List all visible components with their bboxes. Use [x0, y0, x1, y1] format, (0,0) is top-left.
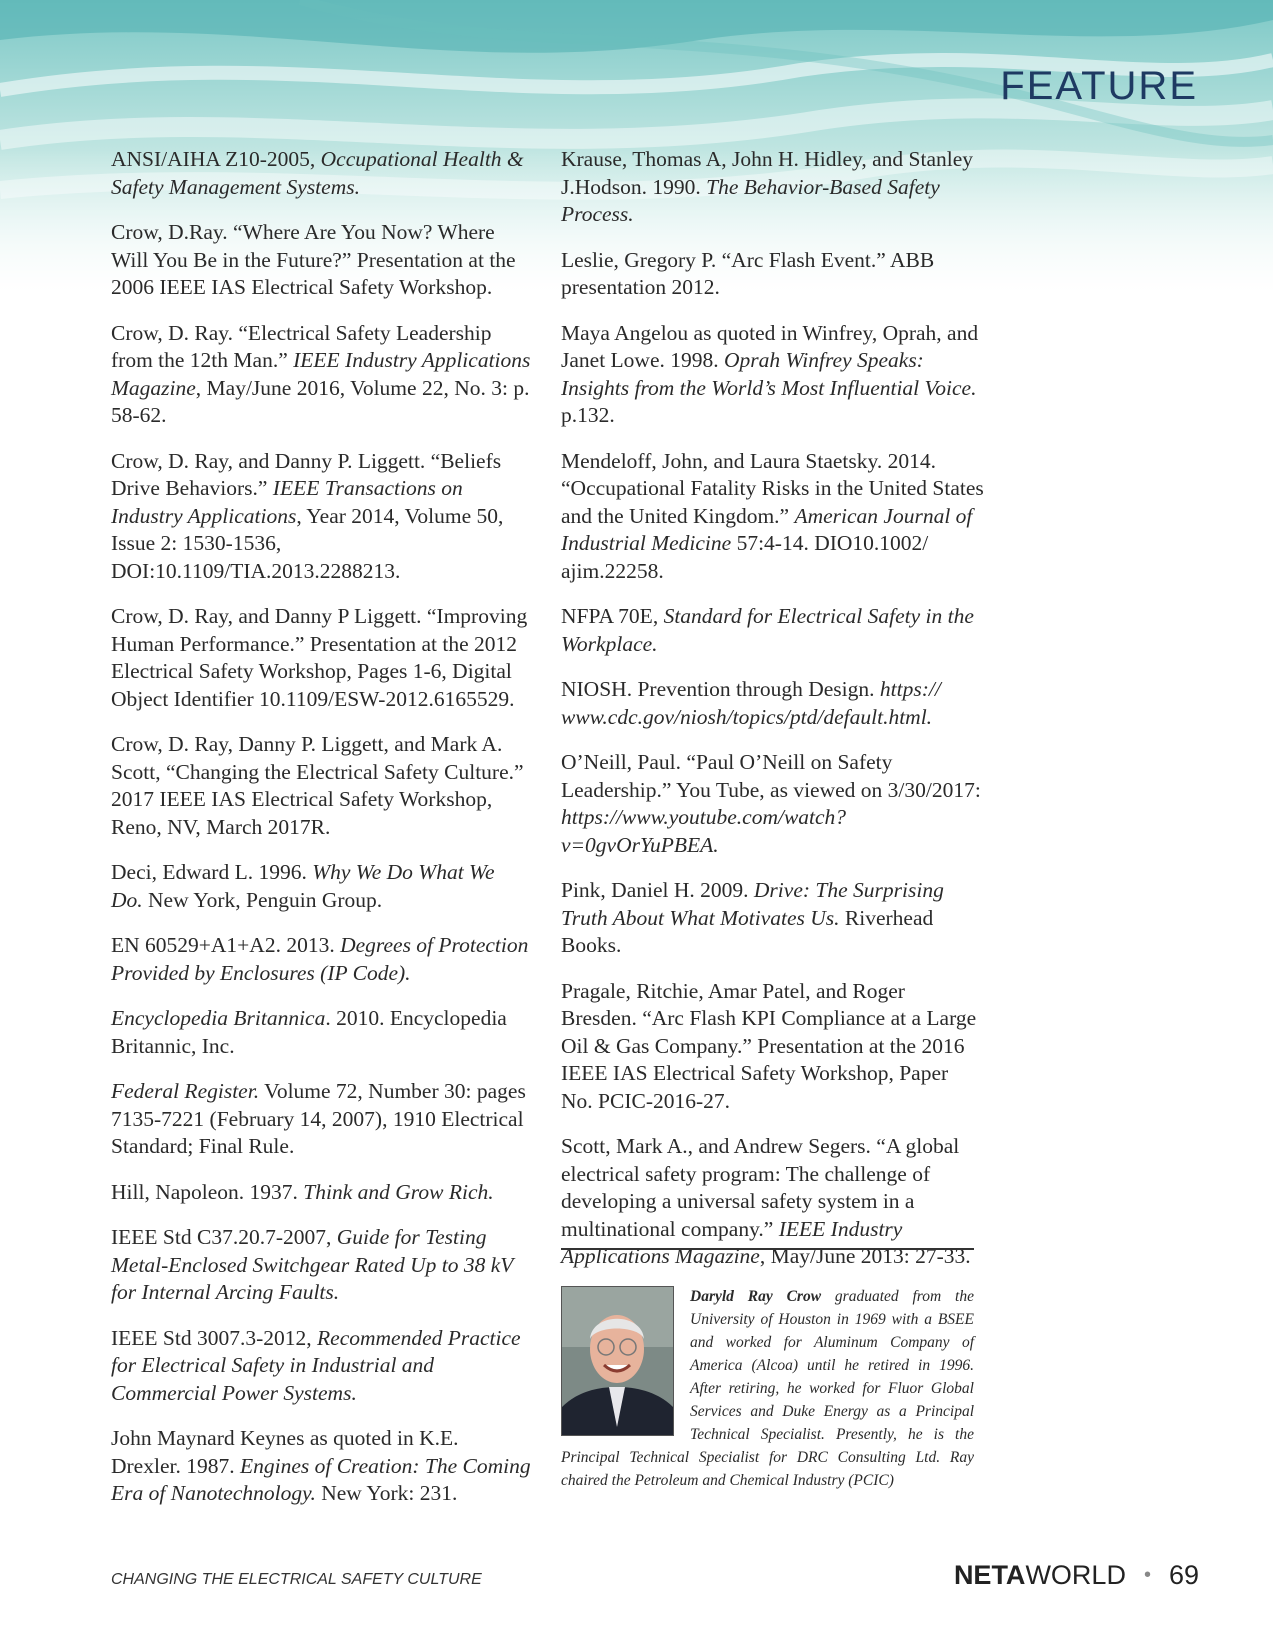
reference-entry	[111, 932, 531, 987]
references-left-column	[111, 146, 531, 1526]
reference-text: John Maynard Keynes as quoted in K.E. Drexler. 1987.	[111, 1426, 459, 1478]
reference-text: Crow, D. Ray. “Electrical Safety Leadership from the 12th Man.”	[111, 320, 492, 372]
reference-text: Crow, D. Ray, Danny P. Liggett, and Mark A. Scott, “Changing the Electrical Safety Culture.” 2017 IEEE IAS Electrical Safety Workshop, Reno, NV, March 2017R.	[111, 732, 524, 839]
reference-italic: IEEE Industry Applications Magazine	[111, 348, 531, 400]
reference-entry	[561, 749, 985, 859]
reference-text: Scott, Mark A., and Andrew Segers. “A global electrical safety program: The challenge of developing a universal safety system in a multinational company.”	[561, 1134, 960, 1241]
footer-brand	[954, 1560, 1199, 1591]
author-name: Daryld Ray Crow	[690, 1288, 822, 1305]
reference-text: Riverhead Books.	[561, 905, 934, 957]
reference-entry	[111, 859, 531, 914]
reference-text: , Year 2014, Volume 50, Issue 2: 1530-1536, DOI:10.1109/TIA.2013.2288213.	[111, 503, 504, 583]
reference-entry	[111, 603, 531, 713]
reference-text: Hill, Napoleon. 1937.	[111, 1179, 304, 1204]
reference-italic: Recommended Practice for Electrical Safety in Industrial and Commercial Power Systems.	[111, 1325, 521, 1405]
author-bio-text: graduated from the University of Houston in 1969 with a BSEE and worked for Aluminum Company of America (Alcoa) until he retired in 1996. After retiring, he worked for Fluor Global Services and Duke Energy as a Principal Technical Specialist. Presently, he is the Principal Technical Specialist for DRC Consulting Ltd. Ray chaired the Petroleum and Chemical Industry (PCIC)	[561, 1288, 974, 1489]
reference-entry	[111, 219, 531, 302]
reference-italic: Occupational Health & Safety Management Systems.	[111, 147, 524, 199]
page-number: 69	[1168, 1560, 1199, 1590]
reference-text: New York, Penguin Group.	[142, 887, 383, 912]
section-label: FEATURE	[1000, 64, 1198, 108]
reference-italic: Encyclopedia Britannica	[111, 1006, 326, 1030]
reference-text: Deci, Edward L. 1996.	[111, 860, 313, 884]
reference-entry	[111, 1425, 531, 1508]
reference-entry	[111, 1224, 531, 1307]
reference-italic: Degrees of Protection Provided by Enclosures (IP Code).	[111, 933, 529, 985]
reference-italic: The Behavior-Based Safety Process.	[561, 174, 940, 226]
reference-italic: Drive: The Surprising Truth About What Motivates Us.	[561, 878, 944, 930]
reference-text: Crow, D.Ray. “Where Are You Now? Where Will You Be in the Future?” Presentation at the 2006 IEEE IAS Electrical Safety Workshop.	[111, 220, 516, 299]
reference-entry	[561, 320, 985, 430]
reference-entry	[111, 731, 531, 841]
reference-entry	[561, 676, 985, 731]
reference-entry	[561, 448, 985, 586]
reference-text: p.132.	[561, 403, 615, 427]
reference-text: EN 60529+A1+A2. 2013.	[111, 933, 341, 957]
reference-italic: IEEE Transactions on Industry Applications	[111, 476, 463, 528]
reference-entry	[561, 603, 985, 658]
reference-italic: Oprah Winfrey Speaks: Insights from the World’s Most Influential Voice.	[561, 348, 977, 400]
reference-text: 57:4-14. DIO10.1002/ ajim.22258.	[561, 531, 929, 583]
reference-entry	[561, 146, 985, 229]
reference-text: Pragale, Ritchie, Amar Patel, and Roger Bresden. “Arc Flash KPI Compliance at a Large Oil & Gas Company.” Presentation at the 2016 IEEE IAS Electrical Safety Workshop, Paper No. PCIC-2016-27.	[561, 978, 977, 1113]
brand-neta: NETA	[953, 1560, 1026, 1590]
reference-text: ANSI/AIHA Z10-2005,	[111, 147, 321, 171]
reference-italic: https:// www.cdc.gov/niosh/topics/ptd/default.html.	[561, 677, 941, 729]
reference-text: . 2010. Encyclopedia Britannic, Inc.	[111, 1006, 507, 1058]
reference-text: Maya Angelou as quoted in Winfrey, Oprah, and Janet Lowe. 1998.	[561, 320, 979, 372]
reference-text: Crow, D. Ray, and Danny P Liggett. “Improving Human Performance.” Presentation at the 2012 Electrical Safety Workshop, Pages 1-6, Digital Object Identifier 10.1109/ESW-2012.6165529.	[111, 604, 528, 711]
reference-entry	[111, 448, 531, 586]
reference-text: , May/June 2013: 27-33.	[759, 1244, 971, 1268]
reference-entry	[111, 1325, 531, 1408]
bullet-separator: •	[1143, 1564, 1151, 1586]
reference-italic: Guide for Testing Metal-Enclosed Switchgear Rated Up to 38 kV for Internal Arcing Faults.	[111, 1225, 514, 1304]
reference-text: Krause, Thomas A, John H. Hidley, and Stanley J.Hodson. 1990.	[561, 147, 974, 199]
reference-italic: IEEE Industry Applications Magazine	[561, 1216, 903, 1268]
reference-entry	[111, 320, 531, 430]
reference-italic: Why We Do What We Do.	[111, 860, 495, 912]
reference-text: NFPA 70E,	[561, 604, 664, 628]
reference-italic: Standard for Electrical Safety in the Workplace.	[561, 604, 974, 656]
reference-italic: Federal Register.	[111, 1079, 260, 1103]
footer-article-title: CHANGING THE ELECTRICAL SAFETY CULTURE	[111, 1571, 482, 1588]
author-bio	[561, 1285, 974, 1492]
bio-divider	[561, 1248, 974, 1250]
reference-entry	[111, 146, 531, 201]
reference-text: NIOSH. Prevention through Design.	[561, 677, 880, 701]
reference-text: Leslie, Gregory P. “Arc Flash Event.” ABB presentation 2012.	[561, 247, 935, 299]
reference-text: IEEE Std 3007.3-2012,	[111, 1325, 318, 1350]
reference-entry	[561, 978, 985, 1116]
reference-italic: American Journal of Industrial Medicine	[561, 503, 973, 555]
reference-italic: Engines of Creation: The Coming Era of Nanotechnology.	[111, 1453, 531, 1505]
reference-text: Volume 72, Number 30: pages 7135-7221 (February 14, 2007), 1910 Electrical Standard; Final Rule.	[111, 1079, 526, 1158]
reference-italic: Think and Grow Rich.	[303, 1179, 494, 1204]
references-right-column	[561, 146, 985, 1289]
reference-text: Crow, D. Ray, and Danny P. Liggett. “Beliefs Drive Behaviors.”	[111, 448, 502, 500]
brand-world: WORLD	[1025, 1560, 1126, 1590]
reference-italic: https://www.youtube.com/watch?v=0gvOrYuPBEA.	[561, 805, 847, 857]
reference-text: O’Neill, Paul. “Paul O’Neill on Safety Leadership.” You Tube, as viewed on 3/30/2017:	[561, 750, 981, 802]
reference-entry	[561, 247, 985, 302]
reference-text: Pink, Daniel H. 2009.	[561, 878, 754, 902]
reference-entry	[111, 1078, 531, 1161]
reference-text: New York: 231.	[315, 1481, 458, 1505]
reference-text: , May/June 2016, Volume 22, No. 3: p. 58-62.	[111, 375, 530, 427]
reference-entry	[111, 1005, 531, 1060]
reference-entry	[111, 1179, 531, 1207]
reference-text: Mendeloff, John, and Laura Staetsky. 2014. “Occupational Fatality Risks in the United States and the United Kingdom.”	[561, 448, 984, 528]
reference-text: IEEE Std C37.20.7-2007,	[111, 1225, 337, 1249]
reference-entry	[561, 877, 985, 960]
